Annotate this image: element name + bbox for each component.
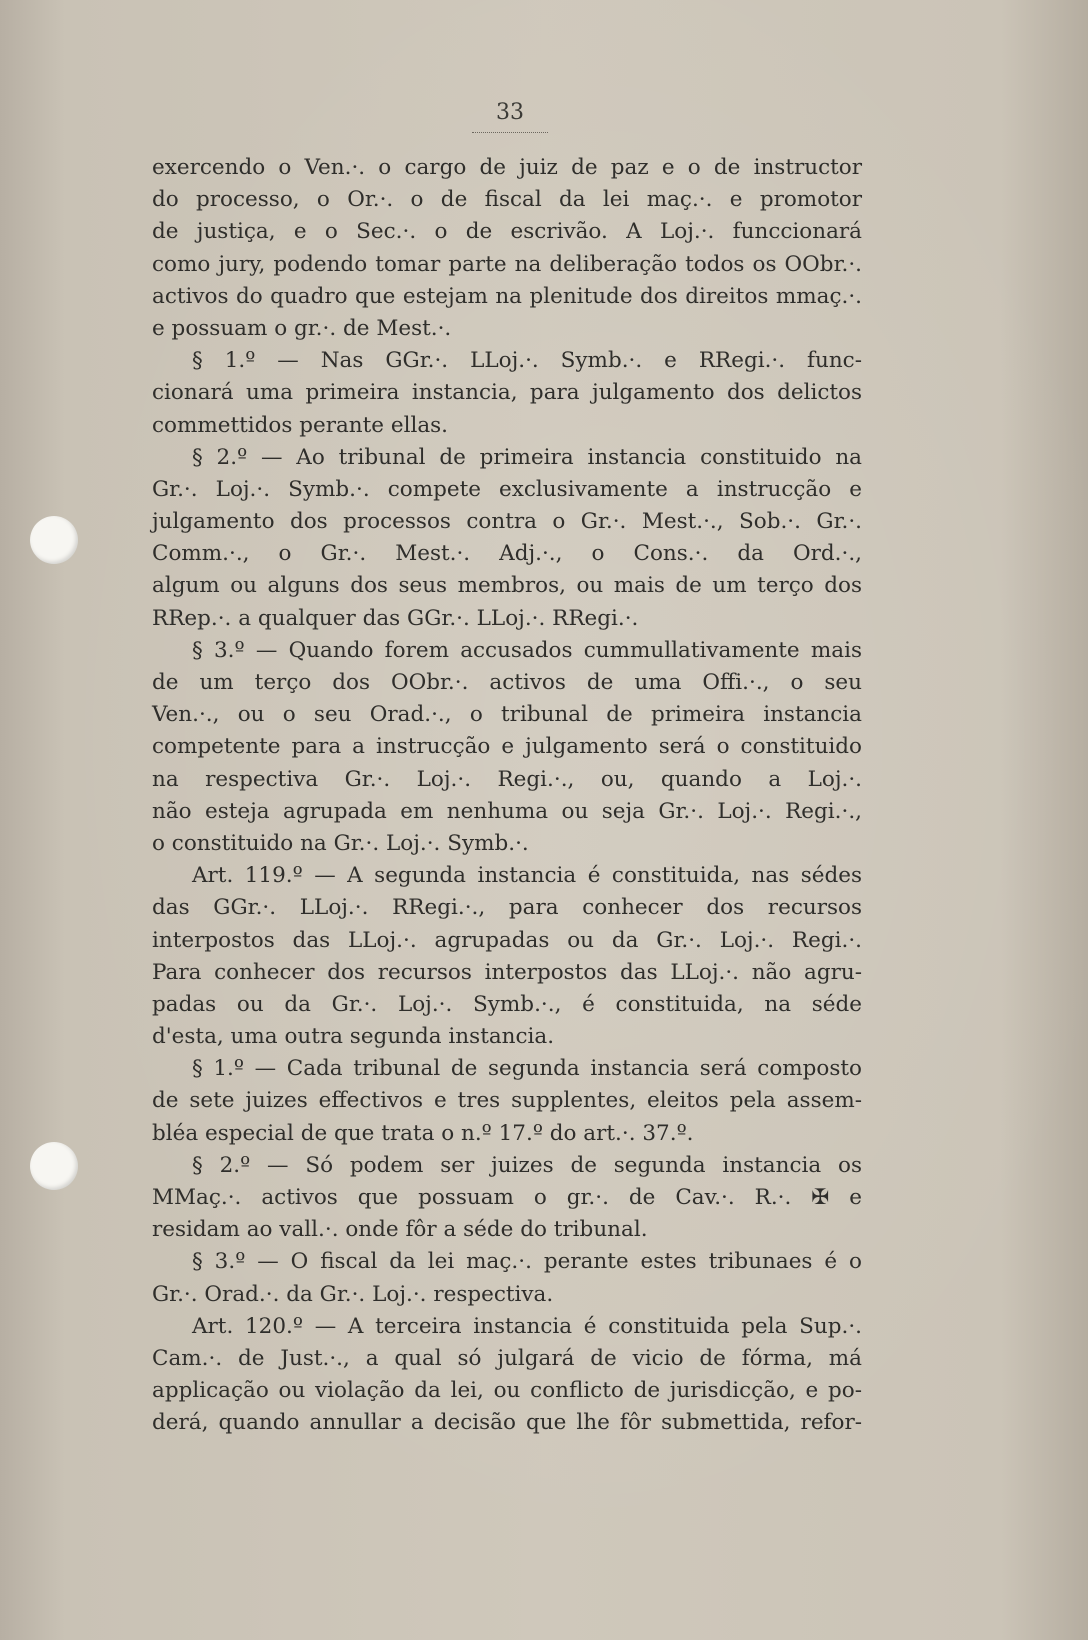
text-line: § 3.º — O fiscal da lei maç.·. perante estes tribunaes é o (192, 1249, 862, 1275)
text-line: § 1.º — Cada tribunal de segunda instancia será composto (192, 1056, 862, 1082)
text-line: residam ao vall.·. onde fôr a séde do tribunal. (152, 1217, 648, 1243)
text-line: exercendo o Ven.·. o cargo de juiz de paz e o de instructor (152, 155, 862, 180)
text-line: Ven.·., ou o seu Orad.·., o tribunal de primeira instancia (152, 702, 862, 728)
text-line: Gr.·. Loj.·. Symb.·. compete exclusivamente a instrucção e (152, 476, 862, 502)
text-line: Art. 119.º — A segunda instancia é constituida, nas sédes (192, 863, 862, 889)
text-line: bléa especial de que trata o n.º 17.º do art.·. 37.º. (152, 1120, 694, 1146)
text-line: de sete juizes effectivos e tres supplentes, eleitos pela assem- (152, 1088, 862, 1114)
text-line: não esteja agrupada em nenhuma ou seja Gr.·. Loj.·. Regi.·., (152, 798, 862, 824)
punch-hole (30, 1142, 78, 1190)
text-line: julgamento dos processos contra o Gr.·. Mest.·., Sob.·. Gr.·. (152, 509, 862, 535)
text-line: padas ou da Gr.·. Loj.·. Symb.·., é constituida, na séde (152, 991, 862, 1017)
text-line: cionará uma primeira instancia, para julgamento dos delictos (152, 380, 862, 406)
page-number: 33 (496, 100, 524, 125)
punch-hole (30, 516, 78, 564)
text-line: como jury, podendo tomar parte na deliberação todos os OObr.·. (152, 251, 862, 277)
page-number-rule (472, 132, 548, 133)
text-line: Para conhecer dos recursos interpostos das LLoj.·. não agru- (152, 959, 862, 985)
text-line: § 2.º — Só podem ser juizes de segunda instancia os (192, 1152, 862, 1178)
text-line: competente para a instrucção e julgamento será o constituido (152, 734, 862, 760)
text-line: Art. 120.º — A terceira instancia é constituida pela Sup.·. (192, 1313, 862, 1339)
text-line: na respectiva Gr.·. Loj.·. Regi.·., ou, quando a Loj.·. (152, 766, 862, 792)
text-line: de justiça, e o Sec.·. o de escrivão. A Loj.·. funccionará (152, 219, 862, 245)
text-line: de um terço dos OObr.·. activos de uma Offi.·., o seu (152, 670, 862, 695)
text-line: Gr.·. Orad.·. da Gr.·. Loj.·. respectiva. (152, 1281, 554, 1307)
text-line: § 2.º — Ao tribunal de primeira instancia constituido na (192, 444, 862, 470)
body-text (152, 152, 862, 1440)
text-line: RRep.·. a qualquer das GGr.·. LLoj.·. RRegi.·. (152, 605, 639, 631)
text-line: interpostos das LLoj.·. agrupadas ou da Gr.·. Loj.·. Regi.·. (152, 927, 862, 953)
text-line: d'esta, uma outra segunda instancia. (152, 1024, 555, 1050)
text-line: applicação ou violação da lei, ou conflicto de jurisdicção, e po- (152, 1378, 862, 1404)
text-line: derá, quando annullar a decisão que lhe fôr submettida, refor- (152, 1410, 862, 1436)
text-line: Cam.·. de Just.·., a qual só julgará de vicio de fórma, má (152, 1345, 862, 1371)
text-line: activos do quadro que estejam na plenitude dos direitos mmaç.·. (152, 283, 862, 309)
text-line: do processo, o Or.·. o de fiscal da lei maç.·. e promotor (152, 187, 862, 213)
text-line: o constituido na Gr.·. Loj.·. Symb.·. (152, 830, 529, 856)
text-line: algum ou alguns dos seus membros, ou mais de um terço dos (152, 573, 862, 599)
text-line: das GGr.·. LLoj.·. RRegi.·., para conhecer dos recursos (152, 895, 862, 921)
text-line: commettidos perante ellas. (152, 412, 449, 438)
text-line: MMaç.·. activos que possuam o gr.·. de Cav.·. R.·. ✠ e (152, 1185, 862, 1210)
text-line: e possuam o gr.·. de Mest.·. (152, 315, 452, 341)
text-line: Comm.·., o Gr.·. Mest.·. Adj.·., o Cons.·. da Ord.·., (152, 541, 862, 567)
text-line: § 1.º — Nas GGr.·. LLoj.·. Symb.·. e RRegi.·. func- (192, 348, 862, 374)
text-line: § 3.º — Quando forem accusados cummullativamente mais (192, 637, 862, 663)
